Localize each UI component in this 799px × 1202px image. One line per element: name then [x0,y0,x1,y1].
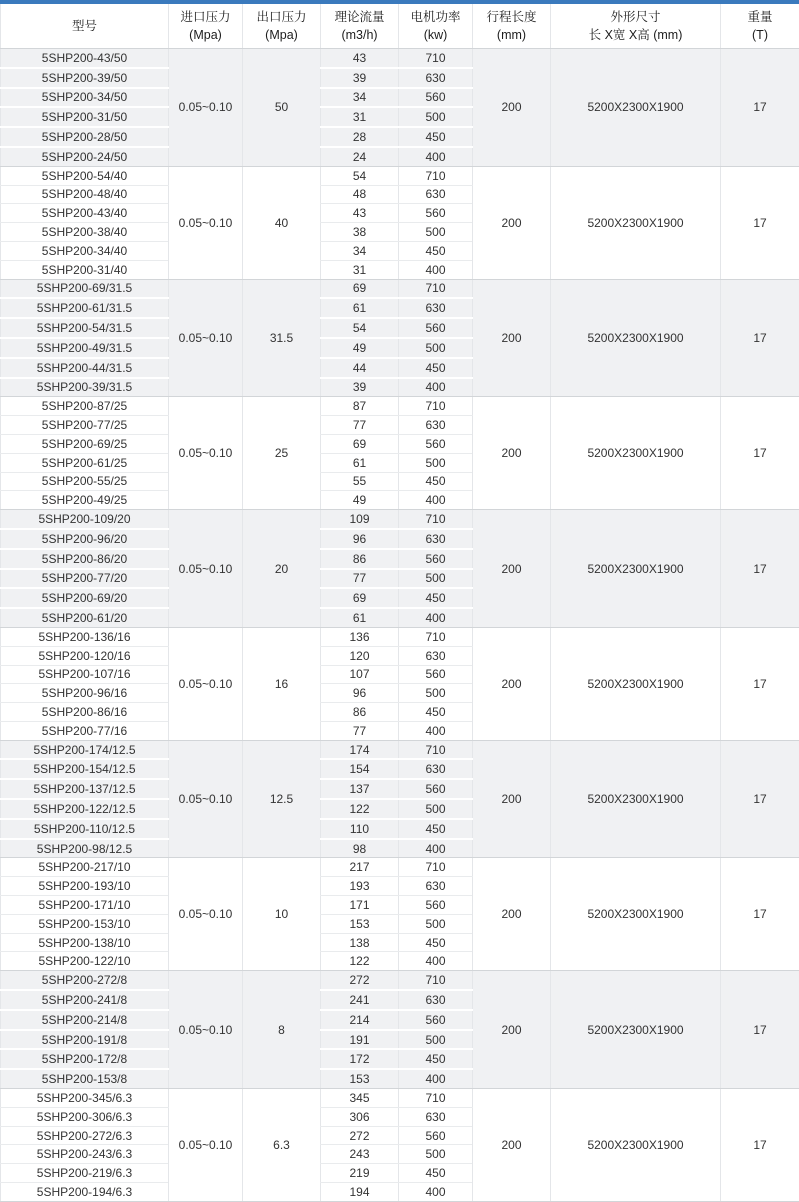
dimensions-cell: 5200X2300X1900 [551,166,721,279]
spec-group [1,510,799,628]
flow-cell: 24 [321,147,399,166]
flow-cell: 61 [321,298,399,318]
power-cell: 630 [399,416,473,435]
power-cell: 400 [399,491,473,510]
power-cell: 630 [399,759,473,779]
col-header-dimensions-unit: 长 X宽 X高 (mm) [551,26,720,44]
table-row [1,627,799,646]
table-row [1,166,799,185]
inlet-pressure-cell: 0.05~0.10 [169,279,243,397]
flow-cell: 49 [321,338,399,358]
col-header-model [1,4,169,49]
col-header-flow-unit: (m3/h) [321,26,398,44]
flow-cell: 61 [321,453,399,472]
flow-cell: 191 [321,1030,399,1050]
dimensions-cell: 5200X2300X1900 [551,1089,721,1202]
model-cell: 5SHP200-243/6.3 [1,1145,169,1164]
weight-cell: 17 [721,740,799,858]
model-cell: 5SHP200-154/12.5 [1,759,169,779]
spec-group [1,858,799,971]
power-cell: 560 [399,549,473,569]
flow-cell: 154 [321,759,399,779]
model-cell: 5SHP200-96/16 [1,684,169,703]
weight-cell: 17 [721,858,799,971]
col-header-dimensions-label: 外形尺寸 [551,8,720,26]
flow-cell: 43 [321,49,399,68]
table-row [1,279,799,298]
spec-group [1,1089,799,1202]
inlet-pressure-cell: 0.05~0.10 [169,627,243,740]
col-header-outlet-pressure [243,4,321,49]
col-header-dimensions [551,4,721,49]
model-cell: 5SHP200-217/10 [1,858,169,877]
flow-cell: 31 [321,260,399,279]
power-cell: 450 [399,127,473,147]
power-cell: 450 [399,1164,473,1183]
model-cell: 5SHP200-24/50 [1,147,169,166]
model-cell: 5SHP200-48/40 [1,185,169,204]
power-cell: 500 [399,914,473,933]
inlet-pressure-cell: 0.05~0.10 [169,397,243,510]
model-cell: 5SHP200-49/25 [1,491,169,510]
power-cell: 710 [399,166,473,185]
flow-cell: 109 [321,510,399,529]
model-cell: 5SHP200-77/25 [1,416,169,435]
model-cell: 5SHP200-55/25 [1,472,169,491]
flow-cell: 54 [321,318,399,338]
power-cell: 450 [399,703,473,722]
table-row [1,858,799,877]
table-row [1,971,799,990]
flow-cell: 306 [321,1107,399,1126]
flow-cell: 193 [321,877,399,896]
model-cell: 5SHP200-107/16 [1,665,169,684]
model-cell: 5SHP200-61/25 [1,453,169,472]
flow-cell: 39 [321,378,399,397]
power-cell: 710 [399,627,473,646]
outlet-pressure-cell: 40 [243,166,321,279]
flow-cell: 61 [321,608,399,627]
col-header-power-unit: (kw) [399,26,472,44]
model-cell: 5SHP200-39/50 [1,68,169,88]
flow-cell: 137 [321,779,399,799]
power-cell: 710 [399,510,473,529]
power-cell: 500 [399,569,473,589]
power-cell: 400 [399,1183,473,1202]
power-cell: 710 [399,740,473,759]
flow-cell: 34 [321,241,399,260]
model-cell: 5SHP200-31/40 [1,260,169,279]
flow-cell: 194 [321,1183,399,1202]
power-cell: 710 [399,858,473,877]
power-cell: 630 [399,185,473,204]
outlet-pressure-cell: 50 [243,49,321,167]
power-cell: 560 [399,434,473,453]
dimensions-cell: 5200X2300X1900 [551,740,721,858]
power-cell: 400 [399,147,473,166]
col-header-weight-unit: (T) [721,26,799,44]
col-header-flow [321,4,399,49]
stroke-length-cell: 200 [473,279,551,397]
model-cell: 5SHP200-87/25 [1,397,169,416]
flow-cell: 272 [321,1126,399,1145]
power-cell: 710 [399,279,473,298]
dimensions-cell: 5200X2300X1900 [551,510,721,628]
dimensions-cell: 5200X2300X1900 [551,627,721,740]
outlet-pressure-cell: 10 [243,858,321,971]
weight-cell: 17 [721,397,799,510]
power-cell: 500 [399,453,473,472]
model-cell: 5SHP200-172/8 [1,1049,169,1069]
flow-cell: 153 [321,1069,399,1088]
model-cell: 5SHP200-77/20 [1,569,169,589]
model-cell: 5SHP200-153/8 [1,1069,169,1088]
power-cell: 400 [399,608,473,627]
model-cell: 5SHP200-61/20 [1,608,169,627]
flow-cell: 77 [321,416,399,435]
power-cell: 630 [399,68,473,88]
power-cell: 450 [399,358,473,378]
power-cell: 630 [399,877,473,896]
spec-group [1,279,799,397]
power-cell: 560 [399,1010,473,1030]
flow-cell: 219 [321,1164,399,1183]
power-cell: 450 [399,472,473,491]
stroke-length-cell: 200 [473,971,551,1089]
power-cell: 500 [399,338,473,358]
col-header-weight-label: 重量 [721,8,799,26]
flow-cell: 31 [321,107,399,127]
model-cell: 5SHP200-61/31.5 [1,298,169,318]
flow-cell: 69 [321,588,399,608]
flow-cell: 28 [321,127,399,147]
inlet-pressure-cell: 0.05~0.10 [169,49,243,167]
flow-cell: 86 [321,549,399,569]
model-cell: 5SHP200-43/50 [1,49,169,68]
flow-cell: 217 [321,858,399,877]
power-cell: 400 [399,721,473,740]
flow-cell: 77 [321,569,399,589]
inlet-pressure-cell: 0.05~0.10 [169,740,243,858]
spec-group [1,397,799,510]
model-cell: 5SHP200-44/31.5 [1,358,169,378]
col-header-outlet-pressure-label: 出口压力 [243,8,320,26]
power-cell: 710 [399,1089,473,1108]
table-row [1,49,799,68]
stroke-length-cell: 200 [473,49,551,167]
flow-cell: 98 [321,839,399,858]
model-cell: 5SHP200-306/6.3 [1,1107,169,1126]
outlet-pressure-cell: 20 [243,510,321,628]
power-cell: 450 [399,819,473,839]
col-header-stroke-label: 行程长度 [473,8,550,26]
model-cell: 5SHP200-153/10 [1,914,169,933]
stroke-length-cell: 200 [473,627,551,740]
flow-cell: 172 [321,1049,399,1069]
table-row [1,740,799,759]
weight-cell: 17 [721,510,799,628]
table-header-row [1,4,799,49]
flow-cell: 214 [321,1010,399,1030]
power-cell: 400 [399,952,473,971]
flow-cell: 77 [321,721,399,740]
weight-cell: 17 [721,971,799,1089]
power-cell: 710 [399,971,473,990]
outlet-pressure-cell: 8 [243,971,321,1089]
stroke-length-cell: 200 [473,166,551,279]
power-cell: 630 [399,990,473,1010]
power-cell: 400 [399,1069,473,1088]
model-cell: 5SHP200-31/50 [1,107,169,127]
model-cell: 5SHP200-122/10 [1,952,169,971]
model-cell: 5SHP200-345/6.3 [1,1089,169,1108]
model-cell: 5SHP200-69/25 [1,434,169,453]
col-header-inlet-pressure-unit: (Mpa) [169,26,242,44]
inlet-pressure-cell: 0.05~0.10 [169,510,243,628]
flow-cell: 153 [321,914,399,933]
dimensions-cell: 5200X2300X1900 [551,279,721,397]
flow-cell: 43 [321,204,399,223]
outlet-pressure-cell: 31.5 [243,279,321,397]
model-cell: 5SHP200-174/12.5 [1,740,169,759]
flow-cell: 241 [321,990,399,1010]
weight-cell: 17 [721,627,799,740]
power-cell: 500 [399,1145,473,1164]
stroke-length-cell: 200 [473,397,551,510]
spec-group [1,740,799,858]
flow-cell: 96 [321,529,399,549]
spec-group [1,166,799,279]
col-header-inlet-pressure-label: 进口压力 [169,8,242,26]
model-cell: 5SHP200-34/50 [1,88,169,108]
inlet-pressure-cell: 0.05~0.10 [169,1089,243,1202]
model-cell: 5SHP200-138/10 [1,933,169,952]
model-cell: 5SHP200-136/16 [1,627,169,646]
outlet-pressure-cell: 12.5 [243,740,321,858]
model-cell: 5SHP200-241/8 [1,990,169,1010]
flow-cell: 48 [321,185,399,204]
power-cell: 710 [399,397,473,416]
inlet-pressure-cell: 0.05~0.10 [169,971,243,1089]
model-cell: 5SHP200-109/20 [1,510,169,529]
model-cell: 5SHP200-272/6.3 [1,1126,169,1145]
col-header-flow-label: 理论流量 [321,8,398,26]
flow-cell: 86 [321,703,399,722]
stroke-length-cell: 200 [473,740,551,858]
flow-cell: 69 [321,434,399,453]
flow-cell: 87 [321,397,399,416]
power-cell: 500 [399,107,473,127]
weight-cell: 17 [721,166,799,279]
power-cell: 450 [399,1049,473,1069]
model-cell: 5SHP200-86/20 [1,549,169,569]
table-row [1,397,799,416]
power-cell: 560 [399,204,473,223]
flow-cell: 39 [321,68,399,88]
spec-group [1,627,799,740]
flow-cell: 122 [321,799,399,819]
flow-cell: 243 [321,1145,399,1164]
col-header-stroke [473,4,551,49]
power-cell: 450 [399,588,473,608]
power-cell: 560 [399,1126,473,1145]
flow-cell: 38 [321,223,399,242]
flow-cell: 110 [321,819,399,839]
flow-cell: 54 [321,166,399,185]
power-cell: 500 [399,223,473,242]
dimensions-cell: 5200X2300X1900 [551,49,721,167]
flow-cell: 171 [321,896,399,915]
model-cell: 5SHP200-28/50 [1,127,169,147]
dimensions-cell: 5200X2300X1900 [551,971,721,1089]
weight-cell: 17 [721,279,799,397]
dimensions-cell: 5200X2300X1900 [551,858,721,971]
power-cell: 500 [399,1030,473,1050]
power-cell: 400 [399,839,473,858]
outlet-pressure-cell: 25 [243,397,321,510]
model-cell: 5SHP200-34/40 [1,241,169,260]
stroke-length-cell: 200 [473,858,551,971]
flow-cell: 34 [321,88,399,108]
inlet-pressure-cell: 0.05~0.10 [169,166,243,279]
model-cell: 5SHP200-272/8 [1,971,169,990]
power-cell: 630 [399,646,473,665]
flow-cell: 120 [321,646,399,665]
table-row [1,1089,799,1108]
flow-cell: 49 [321,491,399,510]
model-cell: 5SHP200-193/10 [1,877,169,896]
model-cell: 5SHP200-69/31.5 [1,279,169,298]
power-cell: 560 [399,896,473,915]
col-header-power [399,4,473,49]
col-header-inlet-pressure [169,4,243,49]
power-cell: 710 [399,49,473,68]
dimensions-cell: 5200X2300X1900 [551,397,721,510]
power-cell: 560 [399,88,473,108]
model-cell: 5SHP200-39/31.5 [1,378,169,397]
flow-cell: 174 [321,740,399,759]
model-cell: 5SHP200-171/10 [1,896,169,915]
power-cell: 560 [399,665,473,684]
model-cell: 5SHP200-191/8 [1,1030,169,1050]
model-cell: 5SHP200-120/16 [1,646,169,665]
model-cell: 5SHP200-43/40 [1,204,169,223]
col-header-outlet-pressure-unit: (Mpa) [243,26,320,44]
inlet-pressure-cell: 0.05~0.10 [169,858,243,971]
power-cell: 630 [399,298,473,318]
model-cell: 5SHP200-194/6.3 [1,1183,169,1202]
col-header-power-label: 电机功率 [399,8,472,26]
weight-cell: 17 [721,49,799,167]
power-cell: 400 [399,260,473,279]
flow-cell: 44 [321,358,399,378]
outlet-pressure-cell: 16 [243,627,321,740]
flow-cell: 138 [321,933,399,952]
weight-cell: 17 [721,1089,799,1202]
model-cell: 5SHP200-122/12.5 [1,799,169,819]
power-cell: 400 [399,378,473,397]
outlet-pressure-cell: 6.3 [243,1089,321,1202]
power-cell: 500 [399,684,473,703]
flow-cell: 136 [321,627,399,646]
table-row [1,510,799,529]
model-cell: 5SHP200-54/40 [1,166,169,185]
model-cell: 5SHP200-86/16 [1,703,169,722]
model-cell: 5SHP200-137/12.5 [1,779,169,799]
col-header-weight [721,4,799,49]
spec-group [1,49,799,167]
model-cell: 5SHP200-69/20 [1,588,169,608]
model-cell: 5SHP200-54/31.5 [1,318,169,338]
power-cell: 560 [399,318,473,338]
power-cell: 630 [399,1107,473,1126]
model-cell: 5SHP200-110/12.5 [1,819,169,839]
model-cell: 5SHP200-96/20 [1,529,169,549]
model-cell: 5SHP200-49/31.5 [1,338,169,358]
flow-cell: 345 [321,1089,399,1108]
col-header-model-label: 型号 [1,17,168,35]
model-cell: 5SHP200-77/16 [1,721,169,740]
model-cell: 5SHP200-214/8 [1,1010,169,1030]
flow-cell: 272 [321,971,399,990]
power-cell: 630 [399,529,473,549]
power-cell: 450 [399,241,473,260]
power-cell: 500 [399,799,473,819]
power-cell: 450 [399,933,473,952]
stroke-length-cell: 200 [473,1089,551,1202]
model-cell: 5SHP200-219/6.3 [1,1164,169,1183]
flow-cell: 107 [321,665,399,684]
spec-group [1,971,799,1089]
spec-table [0,4,799,1202]
flow-cell: 69 [321,279,399,298]
flow-cell: 122 [321,952,399,971]
flow-cell: 96 [321,684,399,703]
stroke-length-cell: 200 [473,510,551,628]
power-cell: 560 [399,779,473,799]
model-cell: 5SHP200-38/40 [1,223,169,242]
model-cell: 5SHP200-98/12.5 [1,839,169,858]
col-header-stroke-unit: (mm) [473,26,550,44]
flow-cell: 55 [321,472,399,491]
